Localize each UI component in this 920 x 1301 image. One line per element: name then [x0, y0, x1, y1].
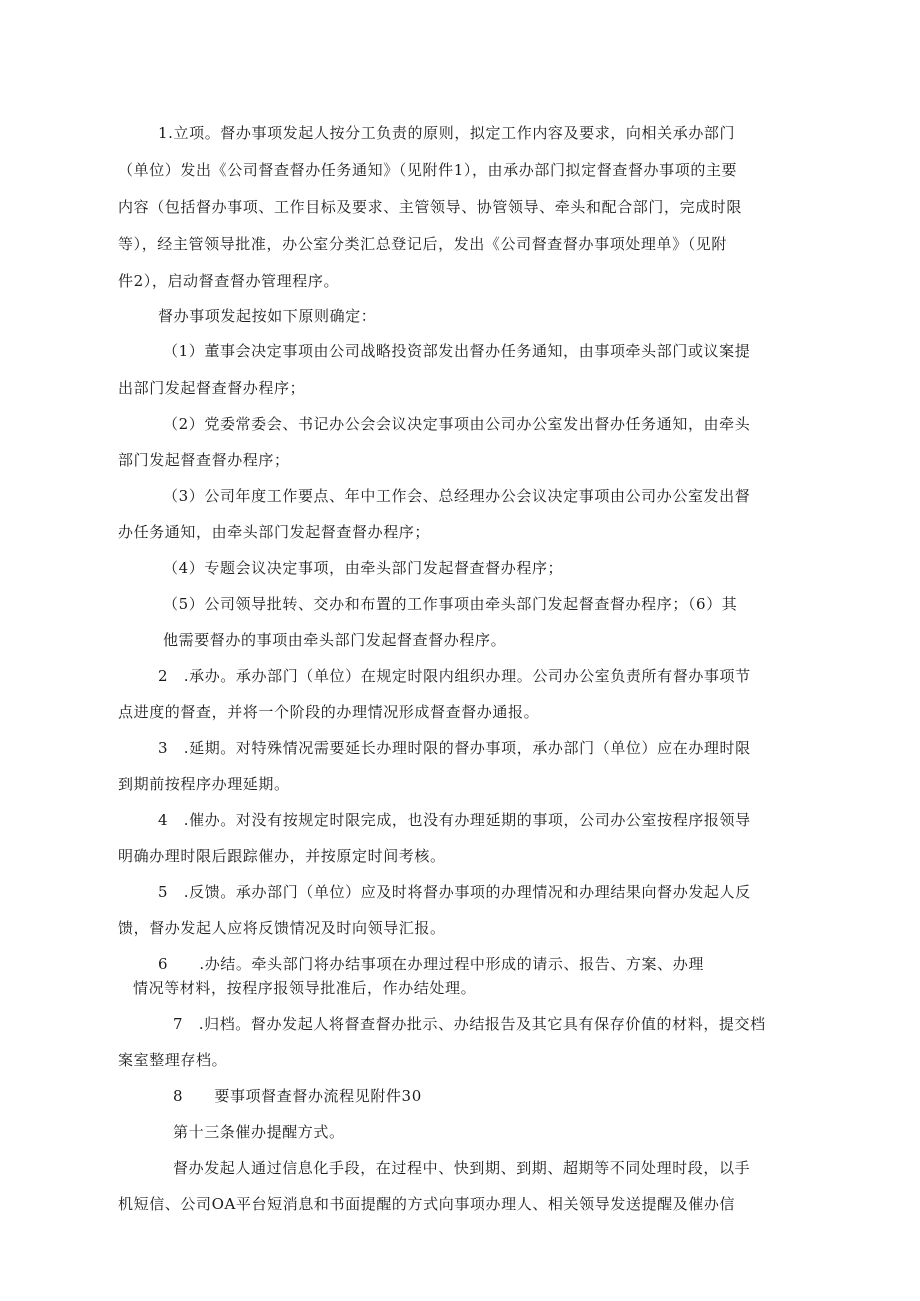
- text-line: 5 .反馈。承办部门（单位）应及时将督办事项的办理情况和办理结果向督办发起人反: [158, 883, 751, 901]
- text-line: （5）公司领导批转、交办和布置的工作事项由牵头部门发起督查督办程序；（6）其: [163, 595, 738, 613]
- text-line: （2）党委常委会、书记办公会会议决定事项由公司办公室发出督办任务通知，由牵头: [163, 415, 751, 433]
- text-line: （3）公司年度工作要点、年中工作会、总经理办公会议决定事项由公司办公室发出督: [163, 487, 751, 505]
- text-line: 6 .办结。牵头部门将办结事项在办理过程中形成的请示、报告、方案、办理: [158, 955, 704, 973]
- text-line: 出部门发起督查督办程序；: [118, 379, 306, 397]
- text-line: 他需要督办的事项由牵头部门发起督查督办程序。: [163, 631, 507, 649]
- text-line: 8 要事项督查督办流程见附件30: [173, 1087, 422, 1105]
- text-line: 1.立项。督办事项发起人按分工负责的原则，拟定工作内容及要求，向相关承办部门: [158, 124, 736, 142]
- text-line: 4 .催办。对没有按规定时限完成，也没有办理延期的事项，公司办公室按程序报领导: [158, 811, 751, 829]
- text-line: 案室整理存档。: [118, 1051, 228, 1069]
- text-line: 督办事项发起按如下原则确定：: [158, 307, 377, 325]
- text-line: （1）董事会决定事项由公司战略投资部发出督办任务通知，由事项牵头部门或议案提: [163, 342, 751, 360]
- text-line: 馈，督办发起人应将反馈情况及时向领导汇报。: [118, 919, 446, 937]
- text-line: 7 .归档。督办发起人将督查督办批示、办结报告及其它具有保存价值的材料，提交档: [173, 1015, 766, 1033]
- text-line: 等），经主管领导批准，办公室分类汇总登记后，发出《公司督查督办事项处理单》（见附: [118, 235, 728, 253]
- text-line: （单位）发出《公司督查督办任务通知》（见附件1），由承办部门拟定督查督办事项的主要: [118, 161, 738, 179]
- text-line: 办任务通知，由牵头部门发起督查督办程序；: [118, 523, 431, 541]
- text-line: 2 .承办。承办部门（单位）在规定时限内组织办理。公司办公室负责所有督办事项节: [158, 667, 751, 685]
- text-line: 明确办理时限后跟踪催办，并按原定时间考核。: [118, 847, 446, 865]
- text-line: （4）专题会议决定事项，由牵头部门发起督查督办程序；: [163, 559, 564, 577]
- text-line: 3 .延期。对特殊情况需要延长办理时限的督办事项，承办部门（单位）应在办理时限: [158, 739, 751, 757]
- text-line: 第十三条催办提醒方式。: [173, 1123, 345, 1141]
- text-line: 机短信、公司OA平台短消息和书面提醒的方式向事项办理人、相关领导发送提醒及催办信: [118, 1195, 736, 1213]
- text-line: 情况等材料，按程序报领导批准后，作办结处理。: [133, 979, 477, 997]
- text-line: 内容（包括督办事项、工作目标及要求、主管领导、协管领导、牵头和配合部门，完成时限: [118, 198, 743, 216]
- text-line: 到期前按程序办理延期。: [118, 775, 290, 793]
- text-line: 件2），启动督查督办管理程序。: [118, 272, 340, 290]
- text-line: 督办发起人通过信息化手段，在过程中、快到期、到期、超期等不同处理时段，以手: [173, 1159, 751, 1177]
- text-line: 部门发起督查督办程序；: [118, 451, 290, 469]
- text-line: 点进度的督查，并将一个阶段的办理情况形成督查督办通报。: [118, 703, 540, 721]
